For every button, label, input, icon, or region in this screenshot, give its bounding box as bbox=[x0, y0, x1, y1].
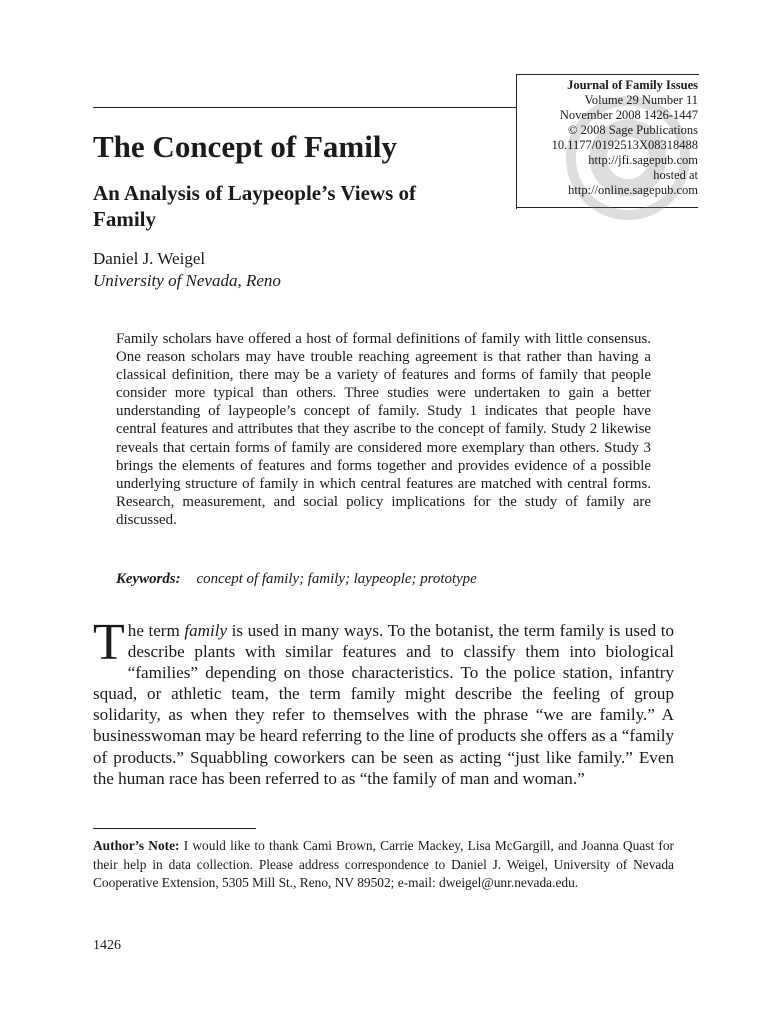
body-emphasis: family bbox=[184, 621, 228, 640]
journal-name: Journal of Family Issues bbox=[567, 78, 698, 92]
abstract: Family scholars have offered a host of formal definitions of family with little consensus. One reason scholars may have trouble reaching agreement is that rather than having a classical definition, there may be a variety of features and forms of family that people consider more typical than others. Three studies were undertaken to gain a better understanding of laypeople’s concept of family. Study 1 indicates that people have central features and attributes that they ascribe to the concept of family. Study 2 likewise reveals that certain forms of family are considered more exemplary than others. Study 3 brings the elements of features and forms together and provides evidence of a possible underlying structure of family in which central features are matched with central forms. Research, measurement, and social policy implications for the study of family are discussed. bbox=[116, 331, 651, 528]
article-title: The Concept of Family bbox=[93, 129, 397, 164]
hosted-at-label: hosted at bbox=[653, 168, 698, 182]
rule-left bbox=[93, 107, 516, 108]
journal-copyright: © 2008 Sage Publications bbox=[568, 123, 698, 137]
article-subtitle: An Analysis of Laypeople’s Views of Family bbox=[93, 181, 417, 231]
journal-issue-pages: November 2008 1426-1447 bbox=[559, 108, 698, 122]
keywords bbox=[116, 570, 651, 588]
journal-url-link[interactable]: http://jfi.sagepub.com bbox=[588, 153, 698, 167]
drop-cap: T bbox=[93, 614, 125, 671]
page-number: 1426 bbox=[93, 938, 121, 953]
author-name: Daniel J. Weigel bbox=[93, 249, 206, 268]
host-url-link[interactable]: http://online.sagepub.com bbox=[568, 183, 698, 197]
journal-info bbox=[498, 78, 698, 198]
footnote-divider bbox=[93, 828, 256, 829]
author-note-label: Author’s Note: bbox=[93, 838, 180, 853]
keywords-list: concept of family; family; laypeople; prototype bbox=[196, 571, 477, 587]
journal-volume: Volume 29 Number 11 bbox=[584, 93, 698, 107]
journal-doi[interactable]: 10.1177/0192513X08318488 bbox=[551, 138, 698, 152]
body-text-rest: is used in many ways. To the botanist, the term family is used to describe plants with similar features and to classify them into biological “families” depending on those characteristics. To the police station, infantry squad, or athletic team, the term family might describe the feeling of group solidarity, as when they refer to themselves with the phrase “we are family.” A businesswoman may be heard referring to the line of products she offers as a “family of products.” Squabbling coworkers can be seen as acting “just like family.” Even the human race has been referred to as “the family of man and woman.” bbox=[93, 621, 674, 788]
author-note bbox=[93, 837, 674, 893]
body-text-start: he term bbox=[127, 621, 185, 640]
author-affiliation: University of Nevada, Reno bbox=[93, 271, 281, 290]
author-note-text: I would like to thank Cami Brown, Carrie Mackey, Lisa McGargill, and Joanna Quast for their help in data collection. Please address correspondence to Daniel J. Weigel, University of Nevada Cooperative Extension, 5305 Mill St., Reno, NV 89502; e-mail: dweigel@unr.nevada.edu. bbox=[93, 838, 674, 891]
keywords-label: Keywords: bbox=[116, 571, 181, 587]
body-paragraph bbox=[93, 614, 674, 789]
